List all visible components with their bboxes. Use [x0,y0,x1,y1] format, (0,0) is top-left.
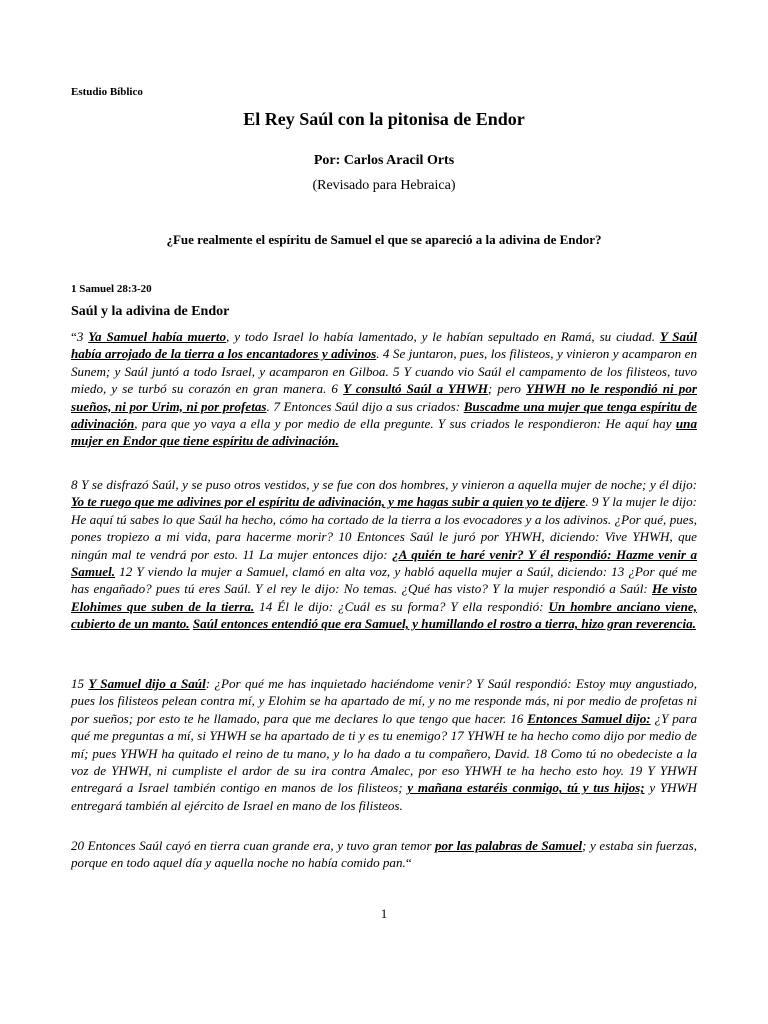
paragraph-verses-8-14 [71,476,697,633]
text-span: 3 [76,329,89,344]
emphasis-span: Saúl entonces entendió que era Samuel, y humillando el rostro a tierra, hizo gran reverencia. [192,616,696,632]
emphasis-span: Ya Samuel había muerto [88,329,227,344]
paragraph-verses-3-7 [71,328,697,450]
emphasis-span: una mujer en Endor que tiene espíritu de adivinación. [71,416,697,449]
emphasis-span: ¿A quién te haré venir? Y él respondió: Hazme venir a Samuel. [71,546,698,580]
emphasis-span: Yo te ruego que me adivines por el espíritu de adivinación, y me hagas subir a quien yo te dijere [71,494,586,510]
text-span: 15 [71,676,89,691]
text-span: ; y estaba sin fuerzas, porque en todo aquel día y aquella noche no había comido pan. [71,838,697,871]
quote-mark-close: “ [405,855,412,871]
document-author: Por: Carlos Aracil Orts [313,153,455,168]
emphasis-span: He visto Elohimes que suben de la tierra. [71,581,698,614]
emphasis-span: Y consultó Saúl a YHWH [343,381,488,397]
text-span: . 7 Entonces Saúl dijo a sus criados: [266,398,464,414]
text-span: y YHWH entregará también al ejército de Israel en mano de los filisteos. [71,780,697,813]
emphasis-span: por las palabras de Samuel [434,838,583,853]
text-span: ; pero [487,381,526,397]
revision-note: (Revisado para Hebraica) [312,178,456,193]
section-title: Saúl y la adivina de Endor [71,304,230,319]
emphasis-span: Buscadme una mujer que tenga espíritu de adivinación [71,398,697,432]
text-span: 8 Y se disfrazó Saúl, y se puso otros vestidos, y se fue con dos hombres, y vinieron a aquella mujer de noche; y él dijo: [71,477,697,492]
page-number: 1 [380,906,388,921]
emphasis-span: YHWH no le respondió ni por sueños, ni por Urim, ni por profetas [71,381,697,414]
emphasis-span: y mañana estaréis conmigo, tú y tus hijos; [407,780,645,796]
emphasis-span: Entonces Samuel dijo: [527,710,651,726]
study-question: ¿Fue realmente el espíritu de Samuel el que se apareció a la adivina de Endor? [166,232,602,247]
document-label: Estudio Bíblico [71,86,143,98]
emphasis-span: Y Samuel dijo a Saúl [88,676,206,691]
text-span: . 4 Se juntaron, pues, los filisteos, y vinieron y acamparon en Sunem; y Saúl juntó a todo Israel, y acamparon en Gilboa. 5 Y cuando vio Saúl el campamento de los filisteos, tuvo miedo, y se turbó su corazón en gran manera. 6 [71,346,697,397]
text-span: 12 Y viendo la mujer a Samuel, clamó en alta voz, y habló aquella mujer a Saúl, diciendo: 13 ¿Por qué me has engañado? pues tú eres Saúl. Y el rey le dijo: No temas. ¿Qué has visto? Y la mujer respondió a Saúl: [71,564,697,597]
text-span: 20 Entonces Saúl cayó en tierra cuan grande era, y tuvo gran temor [71,838,435,853]
text-span: , para que yo vaya a ella y por medio de ella pregunte. Y sus criados le respondieron: He aquí hay [134,416,676,432]
emphasis-span: Y Saúl había arrojado de la tierra a los encantadores y adivinos [71,329,698,362]
text-span: ¿Y para qué me preguntas a mí, si YHWH se ha apartado de ti y es tu enemigo? 17 YHWH te ha hecho como dijo por medio de mí; pues YHWH ha quitado el reino de tu mano, y lo ha dado a tu compañero, David. 18 Como tú no obedeciste a la voz de YHWH, ni cumpliste el ardor de su ira contra Amalec, por eso YHWH te ha hecho esto hoy. 19 Y YHWH entregará a Israel también contigo en manos de los filisteos; [71,710,697,796]
emphasis-span: Un hombre anciano viene, cubierto de un manto. [71,598,698,632]
paragraph-verse-20 [71,837,697,872]
scripture-reference: 1 Samuel 28:3-20 [71,283,152,295]
document-title: El Rey Saúl con la pitonisa de Endor [243,109,525,129]
text-span: . 9 Y la mujer le dijo: He aquí tú sabes lo que Saúl ha hecho, cómo ha cortado de la tierra a los evocadores y a los adivinos. ¿Por qué, pues, pones tropiezo a mi vida, para hacerme morir? 10 Entonces Saúl le juró por YHWH, diciendo: Vive YHWH, que ningún mal te vendrá por esto. 11 La mujer entonces dijo: [71,494,697,562]
paragraph-verses-15-19 [71,675,697,814]
text-span: : ¿Por qué me has inquietado haciéndome venir? Y Saúl respondió: Estoy muy angustiado, pues los filisteos pelean contra mí, y Elohim se ha apartado de mí, y no me responde más, ni por medio de profetas ni por sueños; por esto te he llamado, para que me declares lo que tengo que hacer. 16 [71,676,697,726]
text-span: 14 Él le dijo: ¿Cuál es su forma? Y ella respondió: [254,598,549,614]
text-span: , y todo Israel lo había lamentado, y le habían sepultado en Ramá, su ciudad. [226,329,660,344]
quote-mark-open: “ [71,329,77,344]
